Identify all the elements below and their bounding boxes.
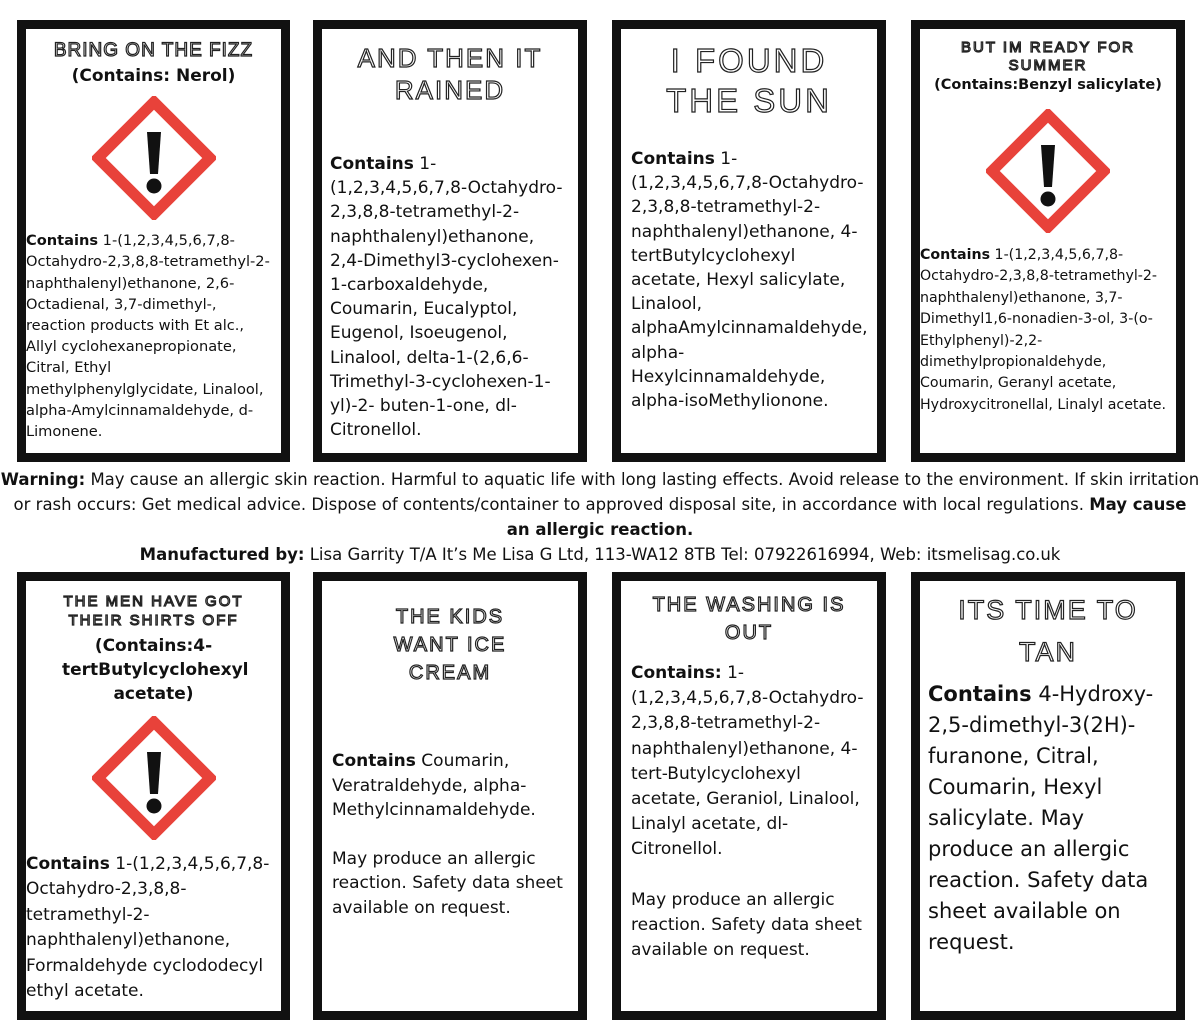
contains-label: Contains bbox=[330, 154, 414, 174]
label-the-washing-is-out bbox=[612, 572, 886, 1020]
manufacturer-details: Lisa Garrity T/A It’s Me Lisa G Ltd, 113-WA12 8TB Tel: 07922616994, Web: itsmelisag.co.uk bbox=[304, 545, 1061, 564]
ingredients-text bbox=[920, 245, 1168, 416]
label-title: THE WASHING IS OUT bbox=[652, 594, 846, 644]
ingredients-list: 1-(1,2,3,4,5,6,7,8-Octahydro-2,3,8,8-tetramethyl-2-naphthalenyl)ethanone, 4-tertButylcyclohexyl acetate, Hexyl salicylate, Linalool, alphaAmylcinnamaldehyde, alpha-Hexylcinnamaldehyde, alpha-isoMethylionone. bbox=[631, 149, 868, 412]
ingredients-text bbox=[330, 152, 568, 442]
contains-label: Contains bbox=[928, 682, 1032, 706]
ingredients-list: 1-(1,2,3,4,5,6,7,8-Octahydro-2,3,8,8-tetramethyl-2-naphthalenyl)ethanone, Formaldehyde cyclododecyl ethyl acetate. bbox=[26, 854, 270, 1002]
label-title: I FOUND THE SUN bbox=[666, 42, 832, 119]
ingredients-text bbox=[26, 230, 273, 442]
ingredients-text bbox=[332, 749, 568, 823]
safety-note: May produce an allergic reaction. Safety data sheet available on request. bbox=[631, 889, 862, 961]
ingredients-text bbox=[631, 661, 867, 863]
contains-label: Contains bbox=[26, 854, 110, 874]
label-its-time-to-tan bbox=[911, 572, 1185, 1020]
warning-text bbox=[0, 467, 1200, 542]
warning-body: May cause an allergic skin reaction. Harmful to aquatic life with long lasting effects. Avoid release to the environment. If skin irritation or rash occurs: Get medical advice. Dispose of contents/container to approved disposal site, in accordance with local regulations. bbox=[13, 470, 1200, 514]
label-title: THE MEN HAVE GOT THEIR SHIRTS OFF bbox=[63, 593, 244, 629]
contains-label: Contains bbox=[332, 751, 416, 771]
label-subtitle: (Contains:4-tertButylcyclohexyl acetate) bbox=[62, 636, 249, 704]
hazard-diamond-icon bbox=[92, 716, 216, 840]
ingredients-list: Coumarin, Veratraldehyde, alpha-Methylcinnamaldehyde. bbox=[332, 751, 536, 821]
label-title: BUT IM READY FOR SUMMER bbox=[961, 39, 1135, 74]
ingredients-list: 4-Hydroxy-2,5-dimethyl-3(2H)-furanone, Citral, Coumarin, Hexyl salicylate. May produce an allergic reaction. Safety data sheet available on request. bbox=[928, 682, 1154, 954]
hazard-diamond-icon bbox=[986, 109, 1110, 233]
label-subtitle: (Contains: Nerol) bbox=[71, 66, 236, 87]
manufacturer-text bbox=[0, 542, 1200, 567]
warning-label: Warning: bbox=[0, 470, 86, 489]
label-and-then-it-rained bbox=[313, 20, 587, 462]
contains-label: Contains: bbox=[631, 663, 722, 683]
warning-block bbox=[0, 467, 1200, 567]
label-title: AND THEN IT RAINED bbox=[357, 43, 543, 105]
label-but-im-ready-for-summer bbox=[911, 20, 1185, 462]
label-title: THE KIDS WANT ICE CREAM bbox=[393, 606, 507, 684]
ingredients-list: 1-(1,2,3,4,5,6,7,8-Octahydro-2,3,8,8-tetramethyl-2-naphthalenyl)ethanone, 2,4-Dimethyl3-cyclohexen-1-carboxaldehyde, Coumarin, Eucalyptol, Eugenol, Isoeugenol, Linalool, delta-1-(2,6,6-Trimethyl-3-cyclohexen-1-yl)-2- buten-1-one, dl-Citronellol. bbox=[330, 154, 563, 441]
contains-label: Contains bbox=[26, 232, 99, 250]
contains-label: Contains bbox=[631, 149, 715, 169]
ingredients-list: 1-(1,2,3,4,5,6,7,8-Octahydro-2,3,8,8-tetramethyl-2-naphthalenyl)ethanone, 4-tert-Butylcyclohexyl acetate, Geraniol, Linalool, Linalyl acetate, dl-Citronellol. bbox=[631, 663, 864, 860]
safety-note: May produce an allergic reaction. Safety data sheet available on request. bbox=[332, 848, 563, 918]
ingredients-text bbox=[26, 852, 273, 1004]
label-subtitle: (Contains:Benzyl salicylate) bbox=[934, 77, 1162, 93]
label-the-kids-want-ice-cream bbox=[313, 572, 587, 1020]
label-bring-on-the-fizz bbox=[17, 20, 290, 462]
contains-label: Contains bbox=[920, 247, 991, 263]
ingredients-text bbox=[631, 147, 867, 413]
warning-emphasis: May cause an allergic reaction. bbox=[506, 495, 1187, 539]
ingredients-list: 1-(1,2,3,4,5,6,7,8-Octahydro-2,3,8,8-tetramethyl-2-naphthalenyl)ethanone, 2,6-Octadienal, 3,7-dimethyl-, reaction products with Et alc., Allyl cyclohexanepropionate, Citral, Ethyl methylphenylglycidate, Linalool, alpha-Amylcinnamaldehyde, d-Limonene. bbox=[26, 232, 270, 441]
label-title: ITS TIME TO TAN bbox=[958, 595, 1138, 667]
hazard-diamond-icon bbox=[92, 96, 216, 220]
ingredients-text bbox=[928, 679, 1166, 958]
ingredients-list: 1-(1,2,3,4,5,6,7,8-Octahydro-2,3,8,8-tetramethyl-2-naphthalenyl)ethanone, 3,7-Dimethyl1,6-nonadien-3-ol, 3-(o-Ethylphenyl)-2,2-dimethylpropionaldehyde, Coumarin, Geranyl acetate, Hydroxycitronellal, Linalyl acetate. bbox=[920, 247, 1166, 413]
label-the-men-have-got-their-shirts-off bbox=[17, 572, 290, 1020]
manufacturer-label: Manufactured by: bbox=[139, 545, 305, 564]
label-i-found-the-sun bbox=[612, 20, 886, 462]
label-title: BRING ON THE FIZZ bbox=[53, 40, 254, 61]
